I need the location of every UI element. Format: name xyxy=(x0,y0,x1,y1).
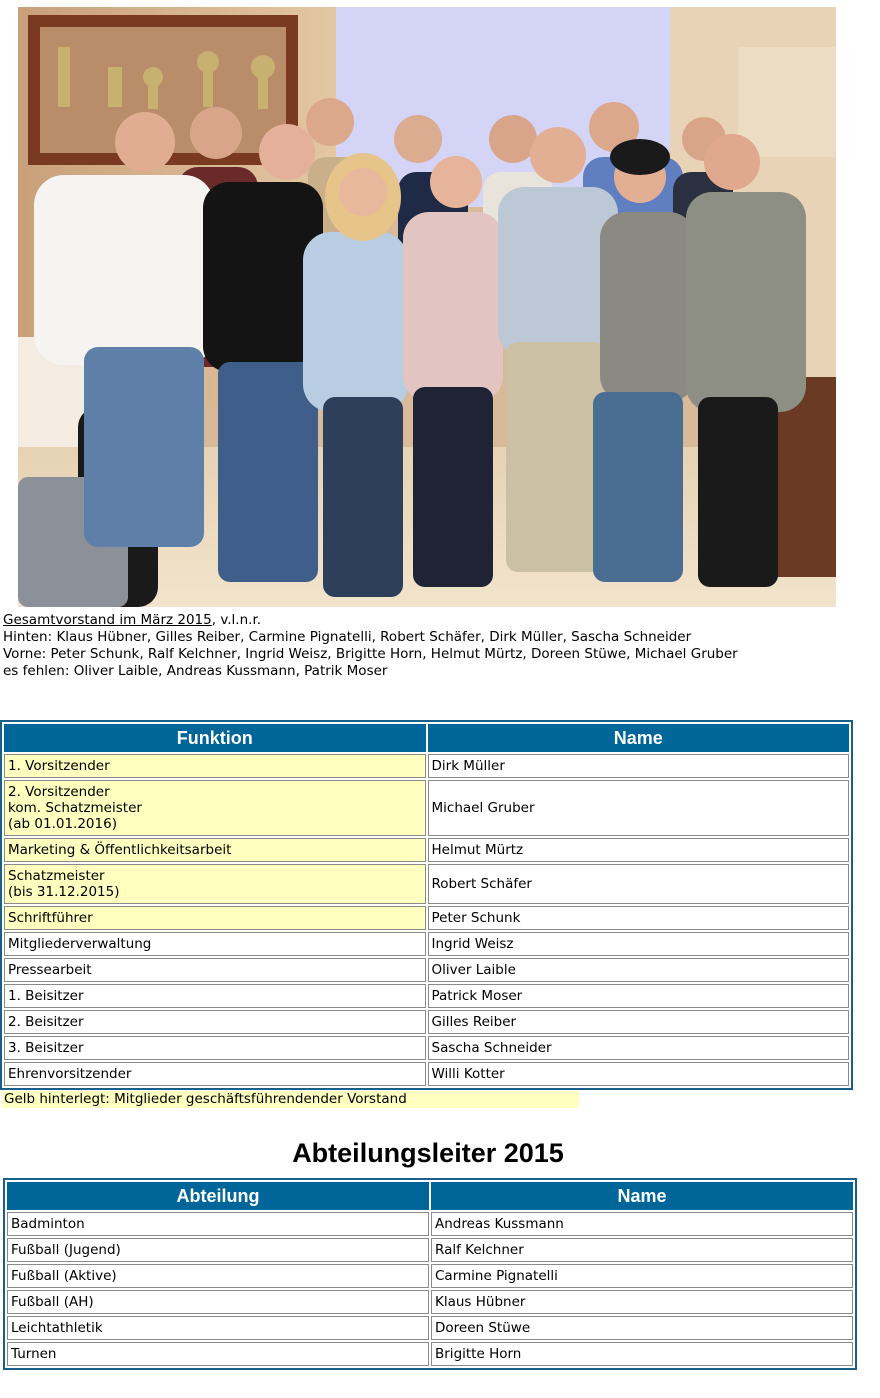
name-cell: Doreen Stüwe xyxy=(431,1316,853,1340)
funktion-line: Marketing & Öffentlichkeitsarbeit xyxy=(8,842,232,858)
abteilung-cell: Leichtathletik xyxy=(7,1316,429,1340)
name-cell: Ralf Kelchner xyxy=(431,1238,853,1262)
header-abteilung: Abteilung xyxy=(7,1182,429,1210)
table-row xyxy=(4,780,849,836)
caption-title-suffix: , v.l.n.r. xyxy=(211,612,262,628)
highlight-note: Gelb hinterlegt: Mitglieder geschäftsführendender Vorstand xyxy=(2,1091,579,1108)
name-cell: Michael Gruber xyxy=(428,780,850,836)
funktion-cell xyxy=(4,838,426,862)
table-row xyxy=(4,864,849,904)
table-row xyxy=(4,754,849,778)
name-cell: Sascha Schneider xyxy=(428,1036,850,1060)
abteilung-cell: Fußball (AH) xyxy=(7,1290,429,1314)
abteilung-cell: Fußball (Aktive) xyxy=(7,1264,429,1288)
funktion-cell xyxy=(4,984,426,1008)
photo-caption xyxy=(3,612,738,680)
table-row xyxy=(4,838,849,862)
header-name: Name xyxy=(428,724,850,752)
abteilung-cell: Fußball (Jugend) xyxy=(7,1238,429,1262)
table-row xyxy=(7,1238,853,1262)
board-table-header-row xyxy=(4,724,849,752)
funktion-cell xyxy=(4,1036,426,1060)
department-table-header-row xyxy=(7,1182,853,1210)
funktion-line: kom. Schatzmeister xyxy=(8,800,142,816)
name-cell: Andreas Kussmann xyxy=(431,1212,853,1236)
table-row xyxy=(7,1290,853,1314)
funktion-line: (ab 01.01.2016) xyxy=(8,816,117,832)
header-funktion: Funktion xyxy=(4,724,426,752)
department-table xyxy=(3,1178,857,1370)
funktion-line: Schriftführer xyxy=(8,910,93,926)
funktion-cell xyxy=(4,1010,426,1034)
table-row xyxy=(7,1264,853,1288)
funktion-line: 1. Vorsitzender xyxy=(8,758,110,774)
department-heads-title: Abteilungsleiter 2015 xyxy=(292,1138,564,1168)
funktion-line: 1. Beisitzer xyxy=(8,988,84,1004)
name-cell: Carmine Pignatelli xyxy=(431,1264,853,1288)
funktion-cell xyxy=(4,780,426,836)
department-table-body xyxy=(7,1212,853,1366)
name-cell: Patrick Moser xyxy=(428,984,850,1008)
board-table-body xyxy=(4,754,849,1086)
name-cell: Dirk Müller xyxy=(428,754,850,778)
table-row xyxy=(7,1212,853,1236)
caption-title-line xyxy=(3,612,738,629)
table-row xyxy=(7,1316,853,1340)
name-cell: Gilles Reiber xyxy=(428,1010,850,1034)
funktion-cell xyxy=(4,906,426,930)
header-name: Name xyxy=(431,1182,853,1210)
funktion-line: Ehrenvorsitzender xyxy=(8,1066,132,1082)
funktion-cell xyxy=(4,932,426,956)
name-cell: Helmut Mürtz xyxy=(428,838,850,862)
table-row xyxy=(4,1036,849,1060)
name-cell: Brigitte Horn xyxy=(431,1342,853,1366)
table-row xyxy=(7,1342,853,1366)
caption-back-row: Hinten: Klaus Hübner, Gilles Reiber, Carmine Pignatelli, Robert Schäfer, Dirk Müller, Sascha Schneider xyxy=(3,629,692,645)
funktion-line: (bis 31.12.2015) xyxy=(8,884,120,900)
board-table xyxy=(0,720,853,1090)
funktion-line: 2. Vorsitzender xyxy=(8,784,110,800)
funktion-line: Mitgliederverwaltung xyxy=(8,936,152,952)
funktion-line: 3. Beisitzer xyxy=(8,1040,84,1056)
funktion-line: 2. Beisitzer xyxy=(8,1014,84,1030)
group-photo-illustration xyxy=(18,7,836,607)
table-row xyxy=(4,1010,849,1034)
funktion-cell xyxy=(4,958,426,982)
name-cell: Peter Schunk xyxy=(428,906,850,930)
abteilung-cell: Turnen xyxy=(7,1342,429,1366)
caption-missing: es fehlen: Oliver Laible, Andreas Kussmann, Patrik Moser xyxy=(3,663,388,679)
funktion-cell xyxy=(4,864,426,904)
name-cell: Robert Schäfer xyxy=(428,864,850,904)
table-row xyxy=(4,958,849,982)
funktion-line: Pressearbeit xyxy=(8,962,92,978)
group-photo xyxy=(18,7,836,607)
funktion-cell xyxy=(4,1062,426,1086)
name-cell: Ingrid Weisz xyxy=(428,932,850,956)
table-row xyxy=(4,984,849,1008)
caption-front-row: Vorne: Peter Schunk, Ralf Kelchner, Ingrid Weisz, Brigitte Horn, Helmut Mürtz, Doreen Stüwe, Michael Gruber xyxy=(3,646,738,662)
caption-title-link[interactable]: Gesamtvorstand im März 2015 xyxy=(3,612,212,628)
name-cell: Klaus Hübner xyxy=(431,1290,853,1314)
table-row xyxy=(4,1062,849,1086)
table-row xyxy=(4,932,849,956)
name-cell: Willi Kotter xyxy=(428,1062,850,1086)
funktion-cell xyxy=(4,754,426,778)
table-row xyxy=(4,906,849,930)
name-cell: Oliver Laible xyxy=(428,958,850,982)
funktion-line: Schatzmeister xyxy=(8,868,105,884)
abteilung-cell: Badminton xyxy=(7,1212,429,1236)
